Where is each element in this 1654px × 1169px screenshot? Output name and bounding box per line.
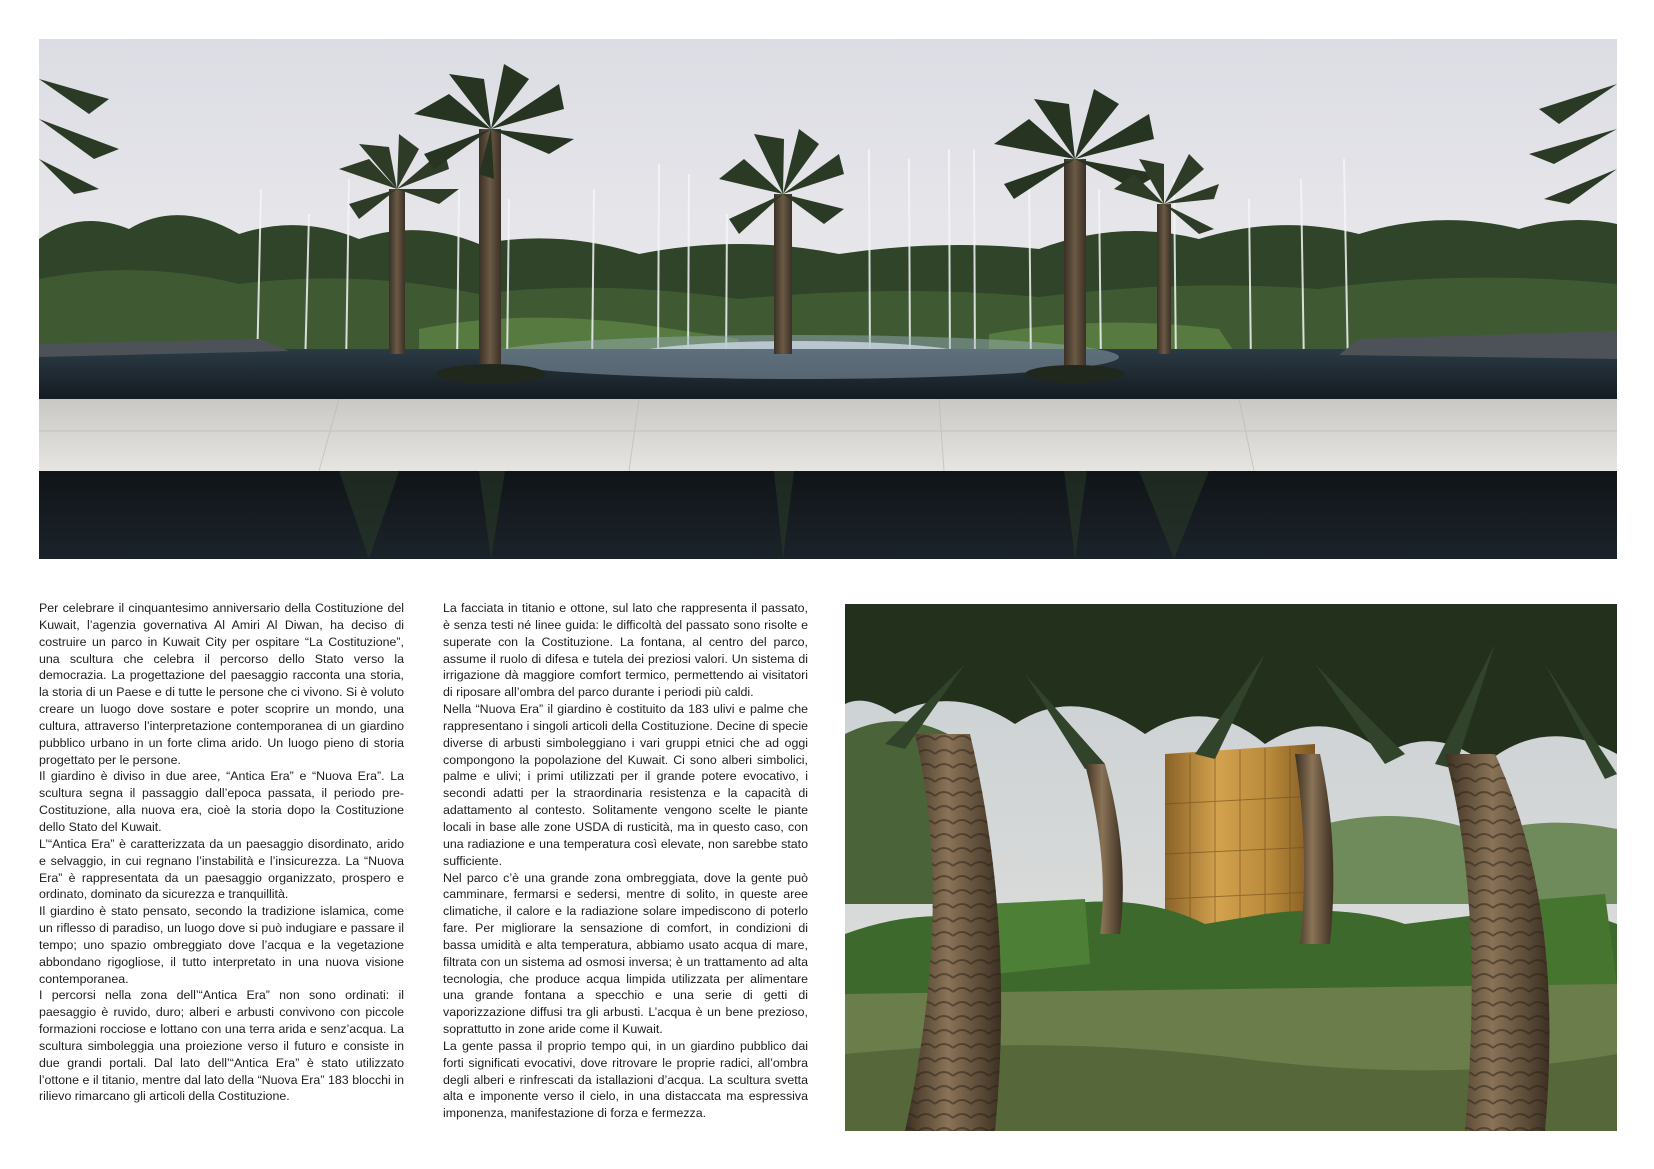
article-paragraph: Nel parco c’è una grande zona ombreggiata, dove la gente può camminare, fermarsi e sedersi, mentre di solito, in queste aree climatiche, il calore e la radiazione solare impediscono di poterlo fare. Per migliorare la sensazione di comfort, in condizioni di bassa umidità e alta temperatura, abbiamo usato acqua di mare, filtrata con un sistema ad osmosi inversa; è un trattamento ad alta tecnologia, che produce acqua limpida utilizzata per alimentare una grande fontana a specchio e una serie di getti di vaporizzazione diffusi tra gli arbusti. L’acqua è un bene prezioso, soprattutto in zone aride come il Kuwait.	[443, 870, 808, 1037]
article-column-2	[443, 600, 808, 1122]
palm-garden-illustration	[845, 604, 1617, 1131]
article-paragraph: Per celebrare il cinquantesimo anniversario della Costituzione del Kuwait, l’agenzia governativa Al Amiri Al Diwan, ha deciso di costruire un parco in Kuwait City per ospitare “La Costituzione”, una scultura che celebra il percorso dello Stato verso la democrazia. La progettazione del paesaggio racconta una storia, la storia di un Paese e di tutte le persone che ci vivono. Si è voluto creare un luogo dove sostare e poter scoprire un mondo, una cultura, attraverso l’interpretazione contemporanea di un giardino pubblico urbano in un forte clima arido. Un luogo pieno di storia progettato per le persone.	[39, 601, 404, 767]
article-column-1	[39, 600, 404, 1105]
palm-garden-golden-sculpture-photo	[845, 604, 1617, 1131]
garden-fountain-palms-photo	[39, 39, 1617, 559]
article-paragraph: Il giardino è stato pensato, secondo la tradizione islamica, come un riflesso di paradiso, un luogo dove si può indugiare e passare il tempo; uno spazio ombreggiato dove l’acqua e la vegetazione abbondano rigogliose, il tutto interpretato in una nuova visione contemporanea.	[39, 904, 404, 986]
article-paragraph: Il giardino è diviso in due aree, “Antica Era” e “Nuova Era”. La scultura segna il passaggio dall’epoca passata, il periodo pre-Costituzione, alla nuova era, cioè la storia dopo la Costituzione dello Stato del Kuwait.	[39, 769, 404, 834]
article-paragraph: Nella “Nuova Era” il giardino è costituito da 183 ulivi e palme che rappresentano i singoli articoli della Costituzione. Decine di specie diverse di arbusti simboleggiano i vari gruppi etnici che ad oggi compongono la popolazione del Kuwait. Ci sono alberi simbolici, palme e ulivi; i primi utilizzati per il grande potere evocativo, i secondi adatti per la straordinaria resistenza e la capacità di adattamento al contesto. Solitamente vengono scelte le piante locali in base alle zone USDA di rusticità, ma in questo caso, con una radiazione e una temperatura così elevate, non sarebbe stato sufficiente.	[443, 702, 808, 868]
article-paragraph: La gente passa il proprio tempo qui, in un giardino pubblico dai forti significati evocativi, dove ritrovare le proprie radici, all’ombra degli alberi e rinfrescati da istallazioni d’acqua. La scultura svetta alta e imponente verso il cielo, in una distaccata ma espressiva imponenza, manifestazione di forza e fermezza.	[443, 1038, 808, 1121]
article-paragraph: I percorsi nella zona dell’“Antica Era” non sono ordinati: il paesaggio è ruvido, duro; alberi e arbusti convivono con piccole formazioni rocciose e lottano con una terra arida e senz’acqua. La scultura simboleggia una proiezione verso il futuro e consiste in due grandi portali. Dal lato dell’“Antica Era” è stato utilizzato l’ottone e il titanio, mentre dal lato della “Nuova Era” 183 blocchi in rilievo rimarcano gli articoli della Costituzione.	[39, 988, 404, 1104]
fountain-garden-illustration	[39, 39, 1617, 559]
article-paragraph: La facciata in titanio e ottone, sul lato che rappresenta il passato, è senza testi né linee guida: le difficoltà del passato sono risolte e superate con la Costituzione. La fontana, al centro del parco, assume il ruolo di difesa e tutela dei preziosi valori. Un sistema di irrigazione dà maggiore comfort termico, permettendo ai visitatori di riposare all’ombra del parco durante i periodi più caldi.	[443, 601, 808, 700]
article-paragraph: L’“Antica Era” è caratterizzata da un paesaggio disordinato, arido e selvaggio, in cui regnano l’instabilità e l’insicurezza. La “Nuova Era” è rappresentata da un paesaggio organizzato, prospero e ordinato, dominato da sicurezza e tranquillità.	[39, 836, 404, 902]
